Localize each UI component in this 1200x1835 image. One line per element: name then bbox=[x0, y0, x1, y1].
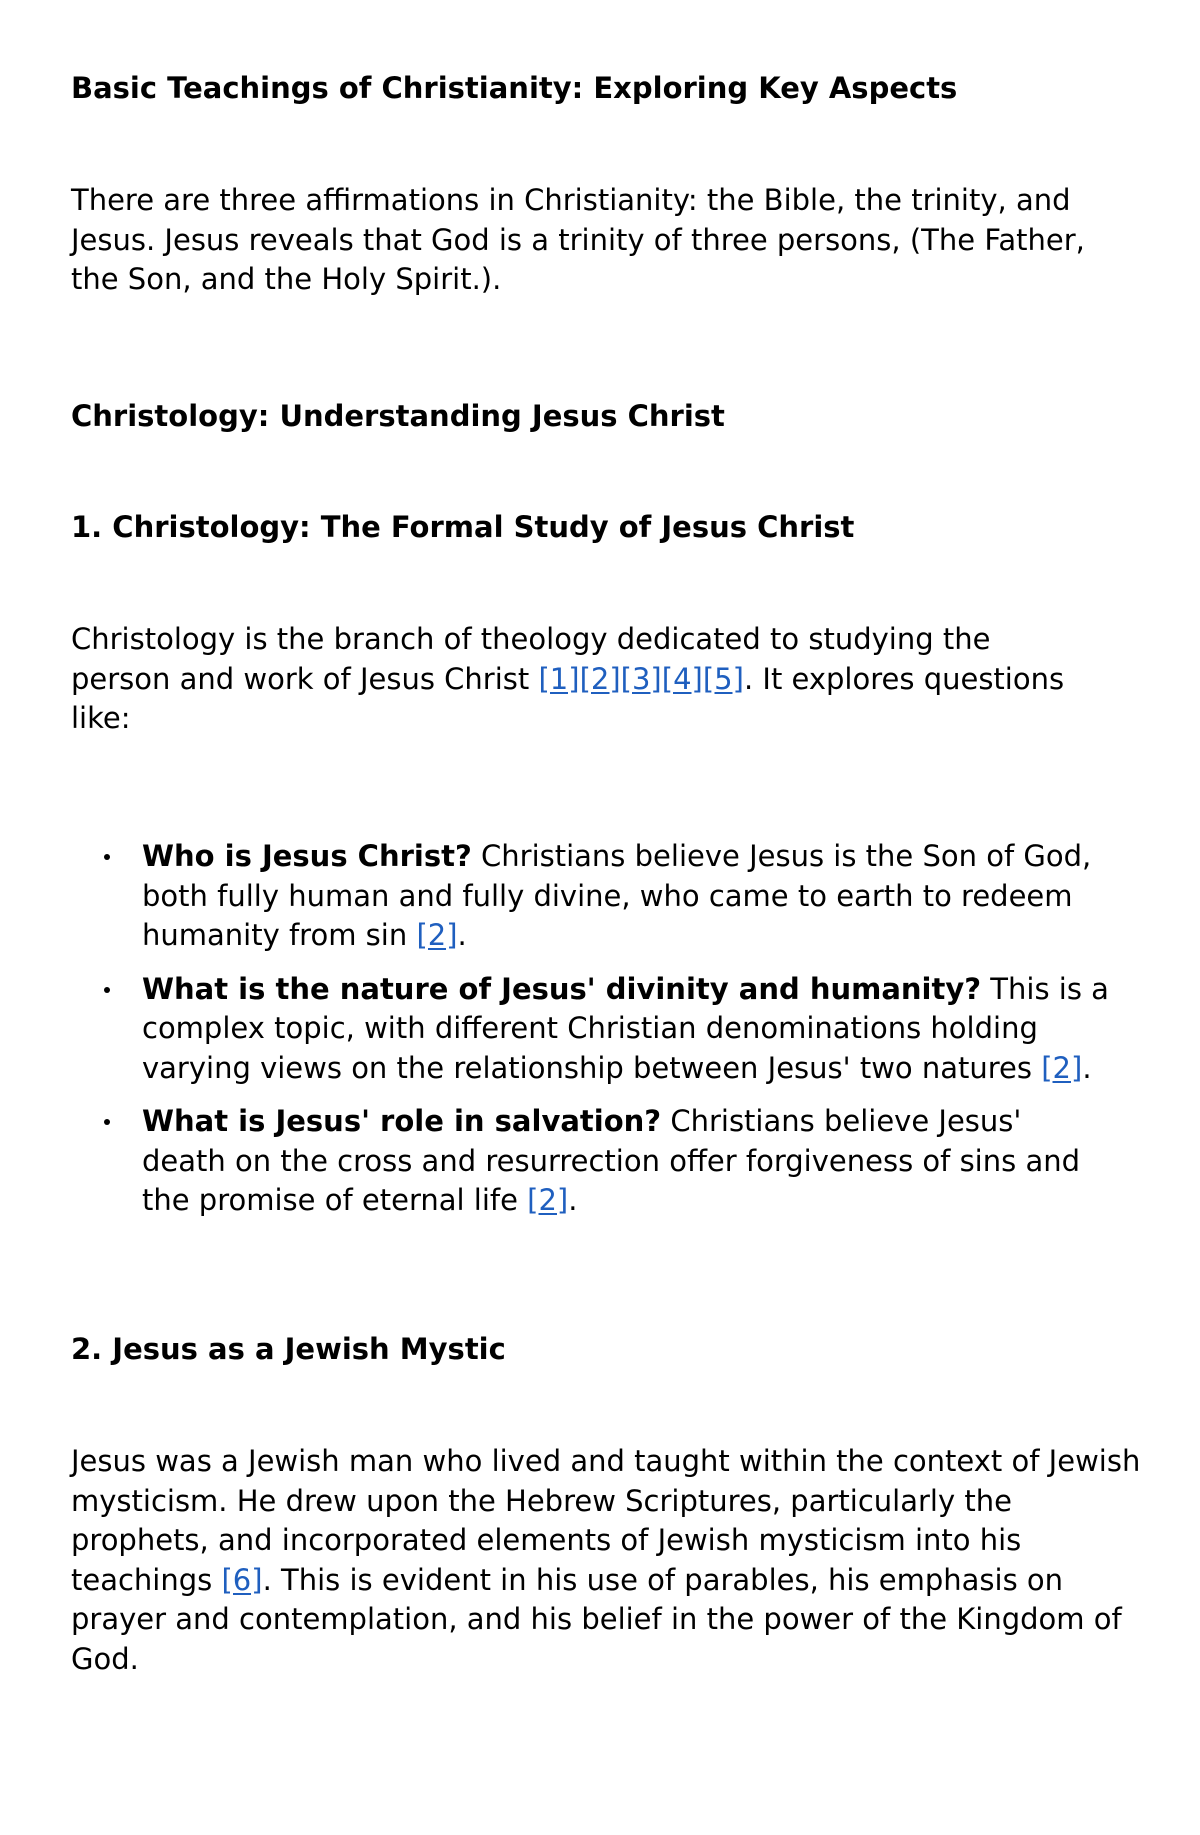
document-title: Basic Teachings of Christianity: Exploring Key Aspects bbox=[71, 71, 958, 105]
question-answer: Christians believe Jesus is the Son of God, both fully human and fully divine, who came to earth to redeem humanity from sin bbox=[142, 839, 1092, 952]
list-item bbox=[71, 1102, 1111, 1221]
citation-link-6[interactable]: [6] bbox=[221, 1562, 263, 1597]
intro-paragraph: There are three affirmations in Christianity: the Bible, the trinity, and Jesus. Jesus reveals that God is a trinity of three persons, (The Father, the Son, and the Holy Spirit.). bbox=[71, 183, 1085, 296]
citation-link-1[interactable]: [1] bbox=[538, 661, 580, 696]
citation-link-5[interactable]: [5] bbox=[702, 661, 744, 696]
christology-paragraph bbox=[71, 620, 1081, 739]
question-label: What is the nature of Jesus' divinity and humanity? bbox=[142, 971, 982, 1006]
question-answer: Christians believe Jesus' death on the cross and resurrection offer forgiveness of sins and the promise of eternal life bbox=[142, 1104, 1080, 1217]
question-answer: This is a complex topic, with different Christian denominations holding varying views on the relationship between Jesus' two natures bbox=[142, 971, 1109, 1085]
citation-link-3[interactable]: [3] bbox=[620, 661, 662, 696]
citation-link[interactable]: [2] bbox=[527, 1183, 569, 1217]
christology-heading: Christology: Understanding Jesus Christ bbox=[71, 399, 725, 433]
christology-text: Christology is the branch of theology dedicated to studying the person and work of Jesus Christ bbox=[71, 622, 991, 696]
jewish-mystic-paragraph bbox=[71, 1442, 1146, 1679]
mystic-text-end: . This is evident in his use of parables, his emphasis on prayer and contemplation, and his belief in the power of the Kingdom of God. bbox=[71, 1562, 1122, 1676]
question-end: . bbox=[568, 1183, 578, 1217]
citation-link-4[interactable]: [4] bbox=[661, 661, 703, 696]
list-item bbox=[71, 970, 1111, 1089]
mystic-text: Jesus was a Jewish man who lived and taught within the context of Jewish mysticism. He drew upon the Hebrew Scriptures, particularly the prophets, and incorporated elements of Jewish mysticism into his teachings bbox=[71, 1444, 1141, 1597]
subsection-2-heading: 2. Jesus as a Jewish Mystic bbox=[71, 1332, 506, 1366]
question-end: . bbox=[457, 918, 467, 952]
list-item bbox=[71, 837, 1111, 956]
question-end: . bbox=[1082, 1050, 1092, 1085]
subsection-1-heading: 1. Christology: The Formal Study of Jesus Christ bbox=[71, 510, 855, 544]
question-label: What is Jesus' role in salvation? bbox=[142, 1104, 662, 1138]
bullet-icon bbox=[104, 987, 110, 993]
question-label: Who is Jesus Christ? bbox=[142, 839, 472, 873]
christology-text-end: . It explores questions like: bbox=[71, 661, 1065, 735]
bullet-icon bbox=[104, 854, 110, 860]
citation-link[interactable]: [2] bbox=[1041, 1050, 1083, 1085]
citation-link[interactable]: [2] bbox=[416, 918, 458, 952]
questions-list bbox=[71, 837, 1111, 1235]
citation-link-2[interactable]: [2] bbox=[579, 661, 621, 696]
bullet-icon bbox=[104, 1119, 110, 1125]
